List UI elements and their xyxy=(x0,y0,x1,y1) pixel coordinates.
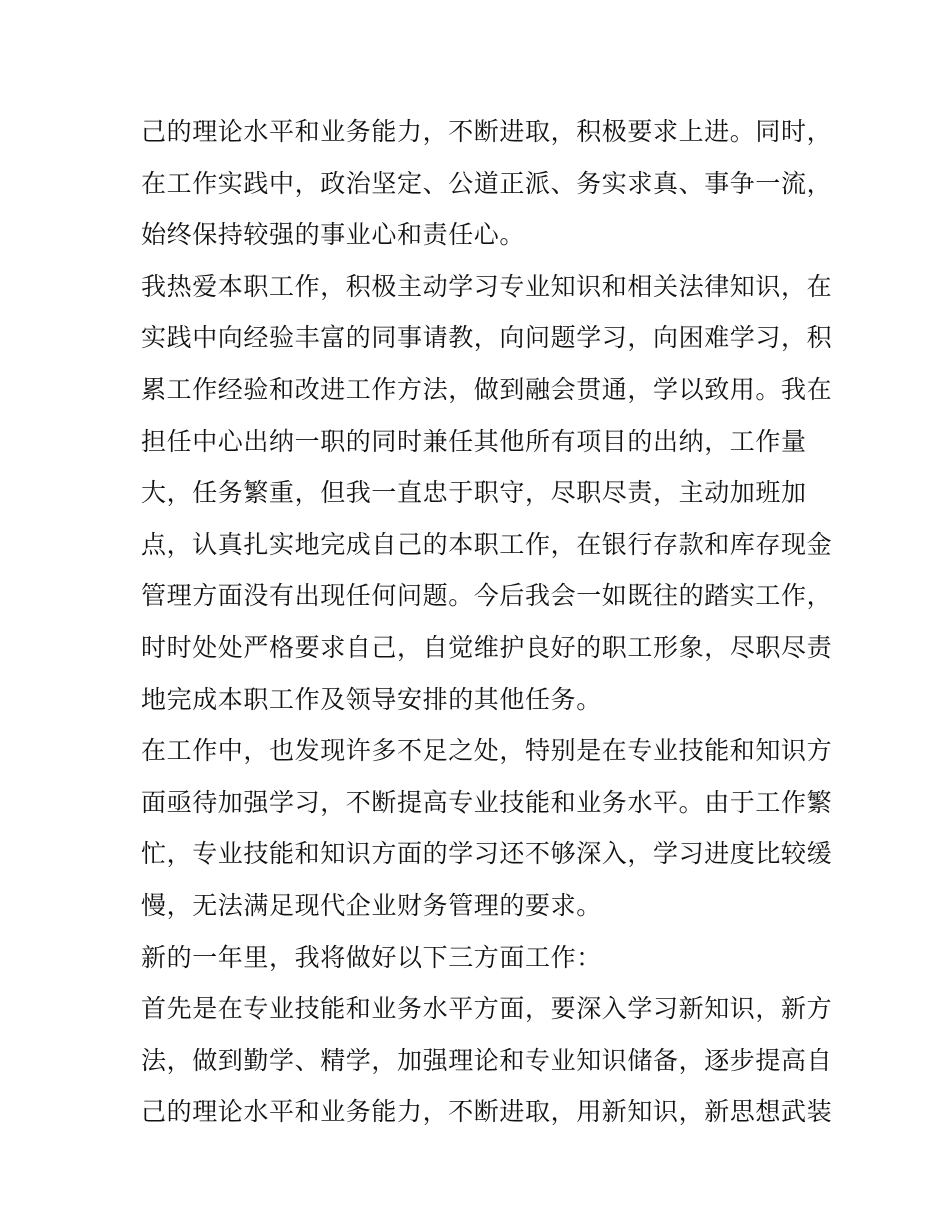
text-line: 忙，专业技能和知识方面的学习还不够深入，学习进度比较缓 xyxy=(141,839,833,869)
text-line: 担任中心出纳一职的同时兼任其他所有项目的出纳，工作量 xyxy=(141,426,807,456)
text-line: 己的理论水平和业务能力，不断进取，积极要求上进。同时， xyxy=(141,117,833,146)
text-line: 地完成本职工作及领导安排的其他任务。 xyxy=(141,684,602,714)
text-line: 新的一年里，我将做好以下三方面工作： xyxy=(141,942,602,972)
text-line: 首先是在专业技能和业务水平方面，要深入学习新知识，新方 xyxy=(141,994,833,1024)
text-line: 实践中向经验丰富的同事请教，向问题学习，向困难学习，积 xyxy=(141,323,833,353)
text-line: 大，任务繁重，但我一直忠于职守，尽职尽责，主动加班加 xyxy=(141,478,807,508)
text-line: 己的理论水平和业务能力，不断进取，用新知识，新思想武装 xyxy=(141,1097,833,1127)
body-text xyxy=(141,106,833,1138)
text-line: 始终保持较强的事业心和责任心。 xyxy=(141,220,526,250)
text-line: 点，认真扎实地完成自己的本职工作，在银行存款和库存现金 xyxy=(141,529,833,559)
text-line: 累工作经验和改进工作方法，做到融会贯通，学以致用。我在 xyxy=(141,374,833,404)
text-line: 管理方面没有出现任何问题。今后我会一如既往的踏实工作， xyxy=(141,581,833,611)
text-line: 法，做到勤学、精学，加强理论和专业知识储备，逐步提高自 xyxy=(141,1045,833,1075)
text-line: 在工作中，也发现许多不足之处，特别是在专业技能和知识方 xyxy=(141,736,833,766)
text-line: 时时处处严格要求自己，自觉维护良好的职工形象，尽职尽责 xyxy=(141,632,833,662)
text-line: 慢，无法满足现代企业财务管理的要求。 xyxy=(141,890,602,920)
text-line: 在工作实践中，政治坚定、公道正派、务实求真、事争一流， xyxy=(141,168,833,198)
text-line: 我热爱本职工作，积极主动学习专业知识和相关法律知识，在 xyxy=(141,271,833,301)
text-line: 面亟待加强学习，不断提高专业技能和业务水平。由于工作繁 xyxy=(141,787,833,817)
